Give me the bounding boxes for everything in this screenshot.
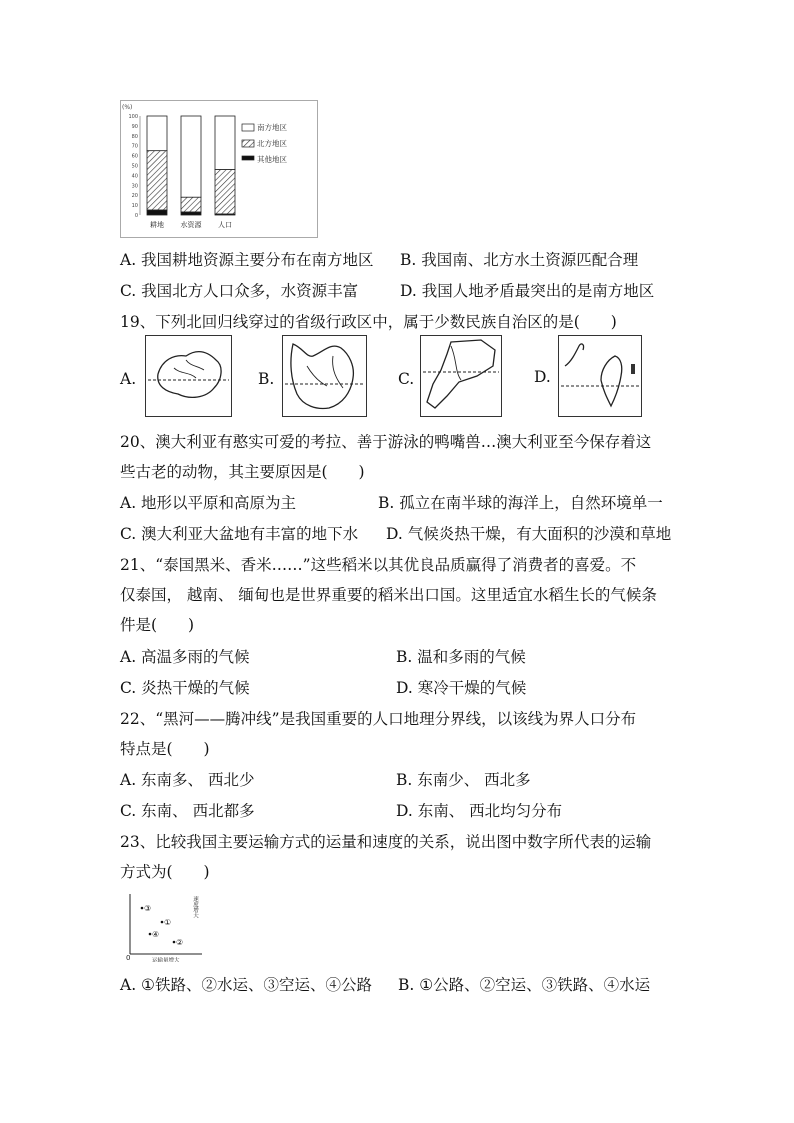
q19-map-b [282,335,367,417]
y-tick-label: 30 [131,183,138,190]
y-tick-label: 50 [131,163,138,170]
y-unit: (%) [122,104,133,111]
q22-stem-line-1: 22、“黑河——腾冲线”是我国重要的人口地理分界线，以该线为界人口分布 [120,710,637,728]
origin-label: 0 [126,954,131,962]
point-3-dot [141,907,144,910]
transport-chart-svg [120,890,204,962]
q18-option-c: C. 我国北方人口众多，水资源丰富 [120,282,359,300]
point-2-label: ② [176,938,184,947]
q21-stem-line-1: 21、“泰国黑米、香米……”这些稻米以其优良品质赢得了消费者的喜爱。不 [120,556,637,574]
bar-segment [181,197,201,212]
x-axis-label: 运输量增大 [152,958,180,962]
q21-option-a: A. 高温多雨的气候 [120,648,250,666]
q19-map-a [145,335,232,417]
q22-option-c: C. 东南、 西北都多 [120,802,255,820]
province-map-b-icon [283,336,366,416]
q23-stem-line-2: 方式为( ) [120,863,210,881]
stacked-bar-chart-svg [120,100,318,238]
legend-swatch [242,124,254,131]
q20-option-a: A. 地形以平原和高原为主 [120,494,297,512]
q20-option-d: D. 气候炎热干燥，有大面积的沙漠和草地 [386,525,672,543]
legend-label: 其他地区 [257,155,287,164]
q22-option-d: D. 东南、 西北均匀分布 [396,802,563,820]
q23-option-a: A. ①铁路、②水运、③空运、④公路 [120,976,372,994]
q19-option-d: D. [534,368,551,386]
point-1-label: ① [164,918,172,927]
q21-stem-line-2: 仅泰国， 越南、 缅甸也是世界重要的稻米出口国。这里适宜水稻生长的气候条 [120,586,657,604]
legend-label: 北方地区 [257,139,287,148]
q18-option-b: B. 我国南、北方水土资源匹配合理 [400,251,639,269]
q19-option-a: A. [120,370,137,388]
category-label: 耕地 [150,221,164,229]
q20-stem-line-1: 20、澳大利亚有憨实可爱的考拉、善于游泳的鸭嘴兽…澳大利亚至今保存着这 [120,433,652,451]
q22-option-b: B. 东南少、 西北多 [396,771,531,789]
y-tick-label: 10 [131,203,138,210]
q21-option-d: D. 寒冷干燥的气候 [396,679,527,697]
point-1-dot [161,921,164,924]
bar-segment [181,116,201,197]
point-2-dot [173,941,176,944]
q19-map-d [558,335,642,417]
q18-option-a: A. 我国耕地资源主要分布在南方地区 [120,251,374,269]
category-label: 人口 [218,221,232,229]
q22-stem-line-2: 特点是( ) [120,740,210,758]
q23-stem-line-1: 23、比较我国主要运输方式的运量和速度的关系，说出图中数字所代表的运输 [120,833,652,851]
point-3-label: ③ [144,904,152,913]
y-tick-label: 80 [131,133,138,140]
point-4-dot [149,933,152,936]
y-tick-label: 20 [131,193,138,200]
q20-option-b: B. 孤立在南半球的海洋上，自然环境单一 [378,494,663,512]
q19-stem: 19、下列北回归线穿过的省级行政区中，属于少数民族自治区的是( ) [120,313,617,331]
q20-option-c: C. 澳大利亚大盆地有丰富的地下水 [120,525,359,543]
q18-option-d: D. 我国人地矛盾最突出的是南方地区 [400,282,655,300]
y-tick-label: 60 [131,153,138,160]
legend-label: 南方地区 [257,123,287,132]
y-tick-label: 40 [131,173,138,180]
q19-option-c: C. [398,370,415,388]
q21-stem-line-3: 件是( ) [120,616,195,634]
province-map-d-icon [559,336,641,416]
bar-segment [147,116,167,151]
bar-segment [215,116,235,169]
province-map-c-icon [421,336,501,416]
q21-option-c: C. 炎热干燥的气候 [120,679,250,697]
y-tick-label: 70 [131,143,138,150]
legend-swatch [242,140,254,147]
y-tick-label: 90 [131,123,138,130]
y-tick-label: 100 [128,114,138,120]
q19-option-b: B. [258,370,275,388]
point-4-label: ④ [152,930,160,939]
bar-segment [215,169,235,214]
y-tick-label: 0 [134,213,138,219]
q20-stem-line-2: 些古老的动物，其主要原因是( ) [120,463,365,481]
q21-option-b: B. 温和多雨的气候 [396,648,526,666]
q19-map-c [420,335,502,417]
land-water-population-chart [120,100,318,238]
bar-segment [181,212,201,215]
bar-segment [147,210,167,215]
province-map-a-icon [146,336,231,416]
q23-option-b: B. ①公路、②空运、③铁路、④水运 [398,976,651,994]
q22-option-a: A. 东南多、 西北少 [120,771,255,789]
category-label: 水资源 [180,221,202,229]
bar-segment [147,151,167,210]
legend-swatch [242,156,254,160]
transport-speed-volume-chart [120,890,204,962]
y-axis-label: 速度增大 [192,896,198,918]
